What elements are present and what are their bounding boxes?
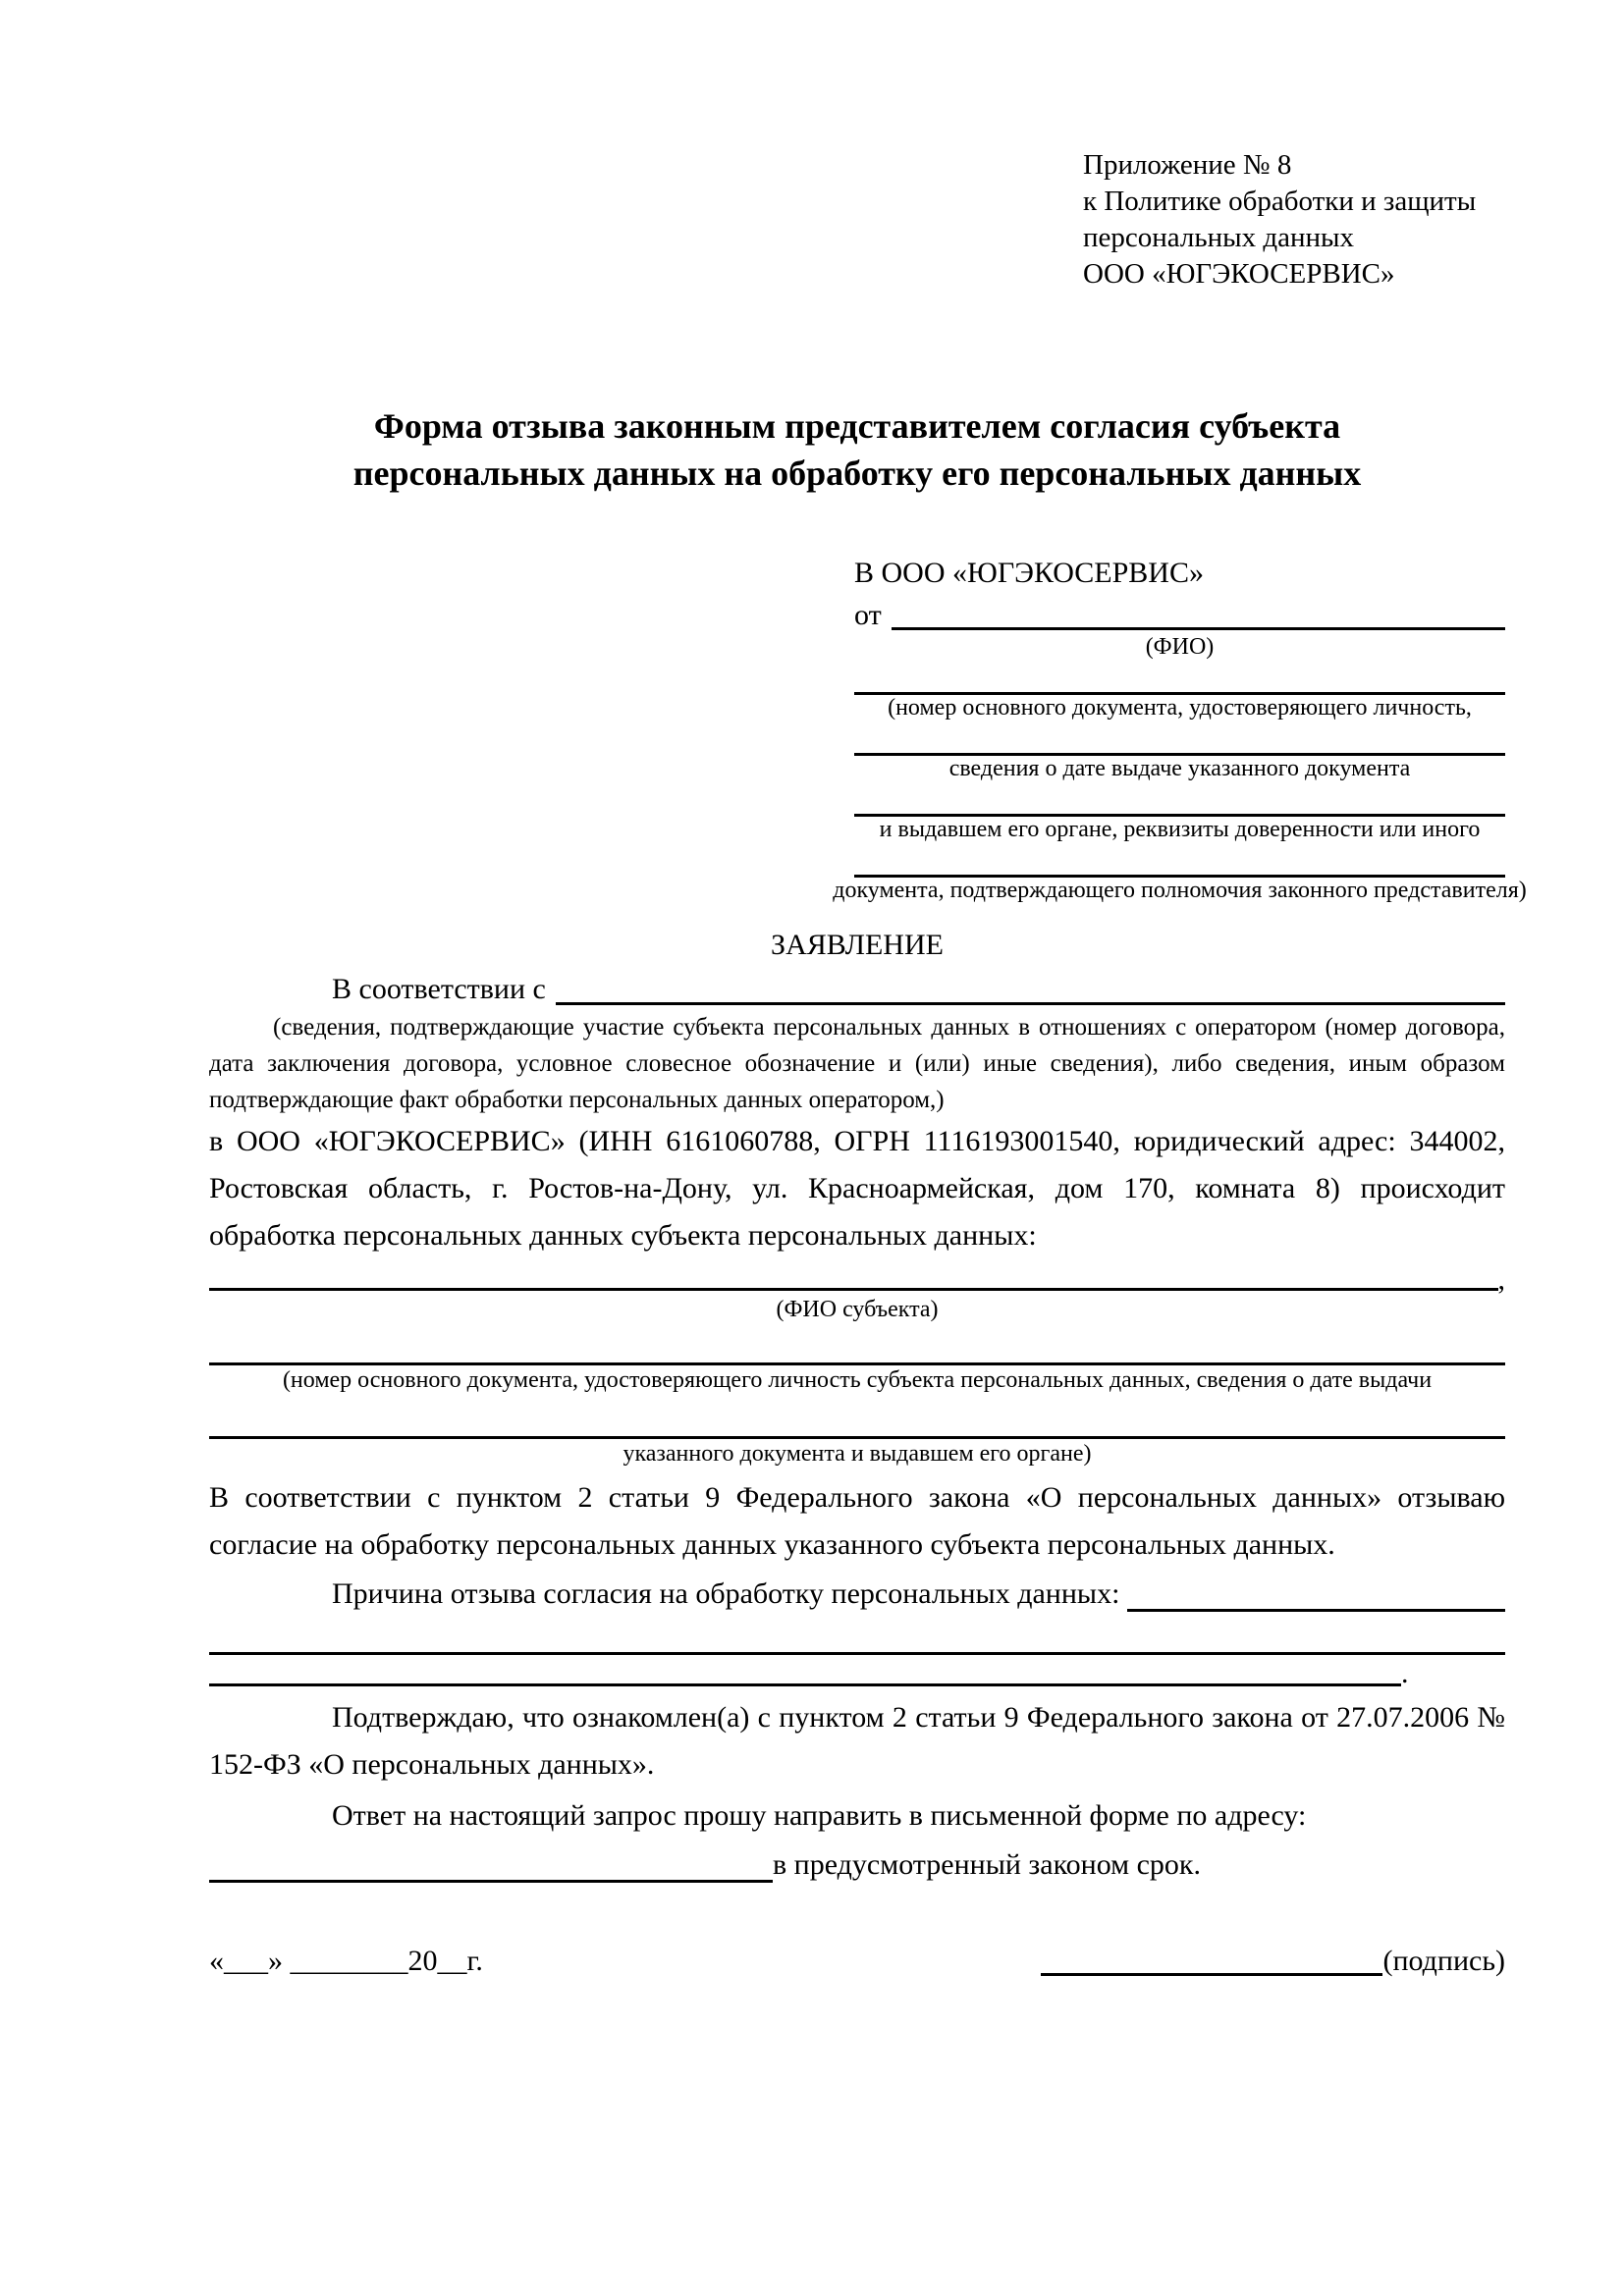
reason-trailing-period: . <box>1401 1657 1409 1689</box>
subject-fio-blank-line <box>209 1288 1498 1291</box>
representative-doc-caption-3: и выдавшем его органе, реквизиты доверенности или иного <box>879 817 1481 842</box>
representative-doc-blank-line-4 <box>854 848 1505 878</box>
subject-doc-blank-line-1 <box>209 1324 1505 1365</box>
operator-paragraph: в ООО «ЮГЭКОСЕРВИС» (ИНН 6161060788, ОГРН 1116193001540, юридический адрес: 344002, Ростовская область, г. Ростов-на-Дону, ул. Красноармейская, дом 170, комната 8) происходит обработка персональных данных субъекта персональных данных: <box>209 1125 1505 1252</box>
representative-doc-blank-line-3 <box>854 787 1505 817</box>
appendix-note-line: ООО «ЮГЭКОСЕРВИС» <box>1083 258 1395 290</box>
subject-doc-blank-line-2 <box>209 1395 1505 1439</box>
subject-fio-row <box>209 1259 1505 1295</box>
reason-blank-line-short <box>1127 1609 1505 1612</box>
subject-fio-caption: (ФИО субъекта) <box>776 1297 939 1322</box>
response-address-row <box>209 1840 1505 1887</box>
statement-heading: ЗАЯВЛЕНИЕ <box>771 929 944 961</box>
appendix-note-line: персональных данных <box>1083 222 1355 253</box>
representative-doc-caption-4: документа, подтверждающего полномочия законного представителя) <box>833 878 1527 903</box>
subject-fio-trailing-comma: , <box>1497 1263 1505 1296</box>
appendix-note <box>1083 147 1505 293</box>
confirm-paragraph: Подтверждаю, что ознакомлен(а) с пунктом 2 статьи 9 Федерального закона от 27.07.2006 № 152-ФЗ «О персональных данных». <box>209 1701 1505 1781</box>
withdrawal-paragraph: В соответствии с пунктом 2 статьи 9 Федерального закона «О персональных данных» отзываю согласие на обработку персональных данных указанного субъекта персональных данных. <box>209 1481 1505 1561</box>
representative-doc-caption-2: сведения о дате выдаче указанного документа <box>948 756 1411 781</box>
intro-blank-line <box>556 1002 1505 1005</box>
intro-caption: (сведения, подтверждающие участие субъекта персональных данных в отношениях с оператором (номер договора, дата заключения договора, условное словесное обозначение и (или) иные сведения), либо сведения, иным образом подтверждающие факт обработки персональных данных оператором,) <box>209 1014 1505 1113</box>
intro-label: В соответствии с <box>332 973 546 1005</box>
signature-caption: (подпись) <box>1382 1945 1505 1977</box>
representative-doc-blank-line-2 <box>854 726 1505 756</box>
signature-block <box>1041 1942 1505 1981</box>
intro-row <box>209 966 1505 1009</box>
date-line: «___» ________20__г. <box>209 1945 483 1977</box>
response-suffix: в предусмотренный законом срок. <box>773 1848 1201 1881</box>
document-title-line: персональных данных на обработку его персональных данных <box>352 454 1362 493</box>
addressee-block <box>833 554 1527 903</box>
subject-doc-caption-2: указанного документа и выдавшем его органе) <box>623 1441 1092 1467</box>
response-paragraph: Ответ на настоящий запрос прошу направить в письменной форме по адресу: <box>332 1799 1307 1832</box>
addressee-to: В ООО «ЮГЭКОСЕРВИС» <box>854 557 1204 589</box>
reason-row <box>209 1569 1505 1616</box>
from-row <box>854 593 1505 634</box>
signature-blank-line <box>1041 1973 1382 1976</box>
subject-doc-caption-1: (номер основного документа, удостоверяющего личность субъекта персональных данных, сведения о дате выдачи <box>282 1367 1433 1393</box>
reason-blank-line-2 <box>209 1683 1401 1686</box>
appendix-note-line: Приложение № 8 <box>1083 149 1292 181</box>
response-address-blank-line <box>209 1880 773 1883</box>
from-label: от <box>854 599 882 631</box>
footer-row <box>209 1942 1505 1981</box>
fio-blank-line <box>892 627 1505 630</box>
reason-blank-row-2 <box>209 1655 1505 1690</box>
document-title-line: Форма отзыва законным представителем согласия субъекта <box>373 406 1341 446</box>
document-title <box>209 402 1505 497</box>
reason-blank-line-1 <box>209 1616 1505 1655</box>
fio-caption: (ФИО) <box>1145 634 1215 660</box>
representative-doc-caption-1: (номер основного документа, удостоверяющего личность, <box>888 695 1472 721</box>
reason-label: Причина отзыва согласия на обработку персональных данных: <box>332 1577 1120 1610</box>
representative-doc-blank-line-1 <box>854 666 1505 695</box>
appendix-note-line: к Политике обработки и защиты <box>1083 186 1477 217</box>
